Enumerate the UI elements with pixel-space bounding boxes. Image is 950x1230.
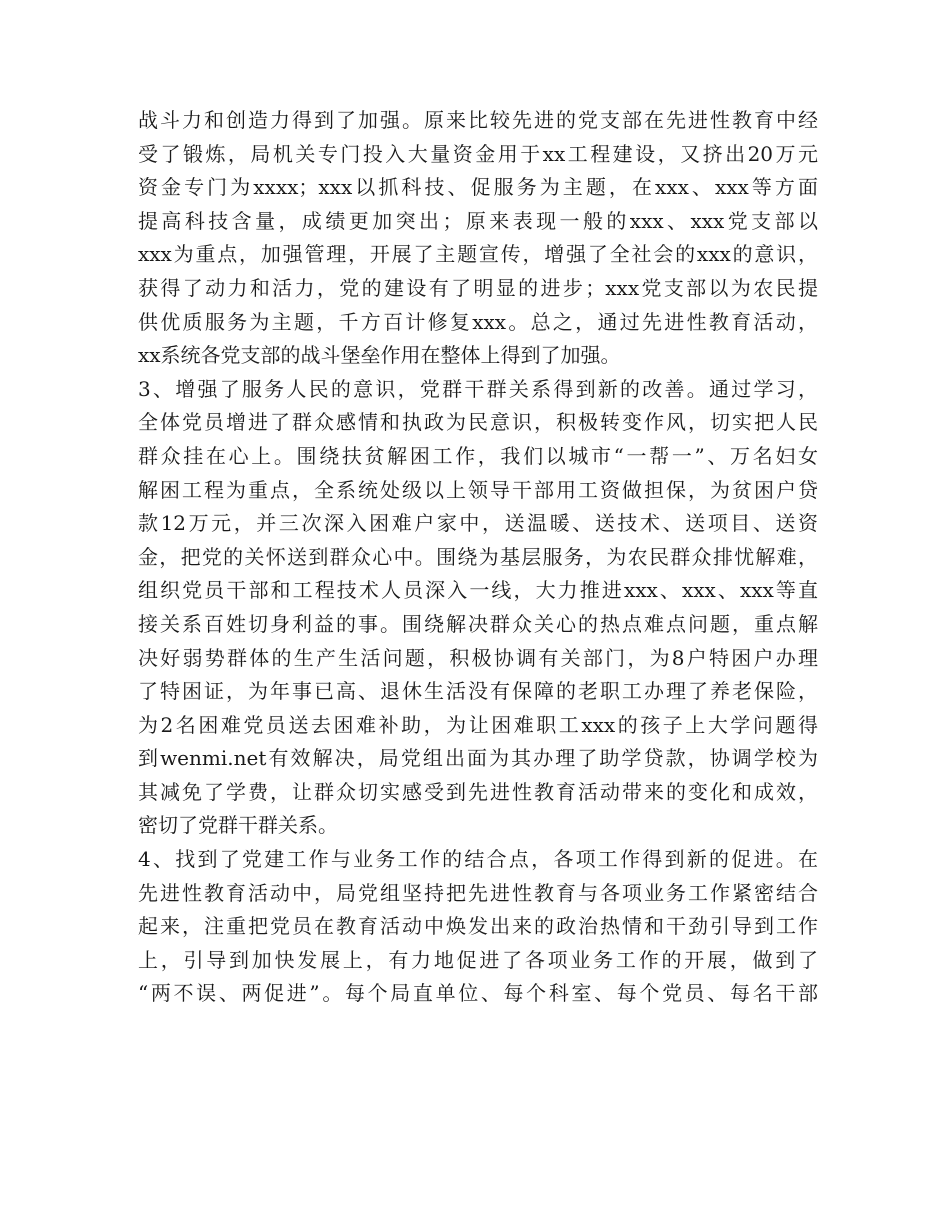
text-line: 受了锻炼，局机关专门投入大量资金用于xx工程建设，又挤出20万元 — [138, 141, 818, 166]
text-line: 决好弱势群体的生产生活问题，积极协调有关部门，为8户特困户办理 — [138, 645, 818, 670]
text-line: 金，把党的关怀送到群众心中。围绕为基层服务，为农民群众排忧解难， — [138, 544, 818, 569]
text-line: 群众挂在心上。围绕扶贫解困工作，我们以城市“一帮一”、万名妇女 — [138, 443, 818, 468]
text-line: 起来，注重把党员在教育活动中焕发出来的政治热情和干劲引导到工作 — [138, 914, 818, 939]
text-line: 接关系百姓切身利益的事。围绕解决群众关心的热点难点问题，重点解 — [138, 611, 818, 636]
text-line: 3、增强了服务人民的意识，党群干群关系得到新的改善。通过学习， — [138, 376, 818, 401]
text-line: 到wenmi.net有效解决，局党组出面为其办理了助学贷款，协调学校为 — [138, 746, 818, 771]
text-line: 战斗力和创造力得到了加强。原来比较先进的党支部在先进性教育中经 — [138, 108, 818, 132]
text-line: 款12万元，并三次深入困难户家中，送温暖、送技术、送项目、送资 — [138, 511, 818, 536]
text-line: 上，引导到加快发展上，有力地促进了各项业务工作的开展，做到了 — [138, 947, 818, 972]
text-line: xxx为重点，加强管理，开展了主题宣传，增强了全社会的xxx的意识， — [138, 242, 818, 267]
text-line: 全体党员增进了群众感情和执政为民意识，积极转变作风，切实把人民 — [138, 410, 818, 435]
text-line: 供优质服务为主题，千方百计修复xxx。总之，通过先进性教育活动， — [138, 309, 818, 334]
text-line: 了特困证，为年事已高、退休生活没有保障的老职工办理了养老保险， — [138, 679, 818, 704]
text-line: 提高科技含量，成绩更加突出；原来表现一般的xxx、xxx党支部以 — [138, 208, 818, 233]
text-line: 组织党员干部和工程技术人员深入一线，大力推进xxx、xxx、xxx等直 — [138, 578, 818, 603]
body-text — [138, 104, 818, 1011]
text-line: xx系统各党支部的战斗堡垒作用在整体上得到了加强。 — [138, 343, 621, 368]
text-line: 4、找到了党建工作与业务工作的结合点，各项工作得到新的促进。在 — [138, 847, 818, 872]
text-line: 资金专门为xxxx；xxx以抓科技、促服务为主题，在xxx、xxx等方面 — [138, 175, 818, 200]
text-line: 解困工程为重点，全系统处级以上领导干部用工资做担保，为贫困户贷 — [138, 477, 818, 502]
text-line: 先进性教育活动中，局党组坚持把先进性教育与各项业务工作紧密结合 — [138, 880, 818, 905]
text-line: 密切了党群干群关系。 — [138, 813, 338, 838]
text-line: 获得了动力和活力，党的建设有了明显的进步；xxx党支部以为农民提 — [138, 275, 818, 300]
text-line: “两不误、两促进”。每个局直单位、每个科室、每个党员、每名干部 — [138, 981, 818, 1006]
text-line: 为2名困难党员送去困难补助，为让困难职工xxx的孩子上大学问题得 — [138, 712, 818, 737]
text-line: 其减免了学费，让群众切实感受到先进性教育活动带来的变化和成效， — [138, 779, 818, 804]
